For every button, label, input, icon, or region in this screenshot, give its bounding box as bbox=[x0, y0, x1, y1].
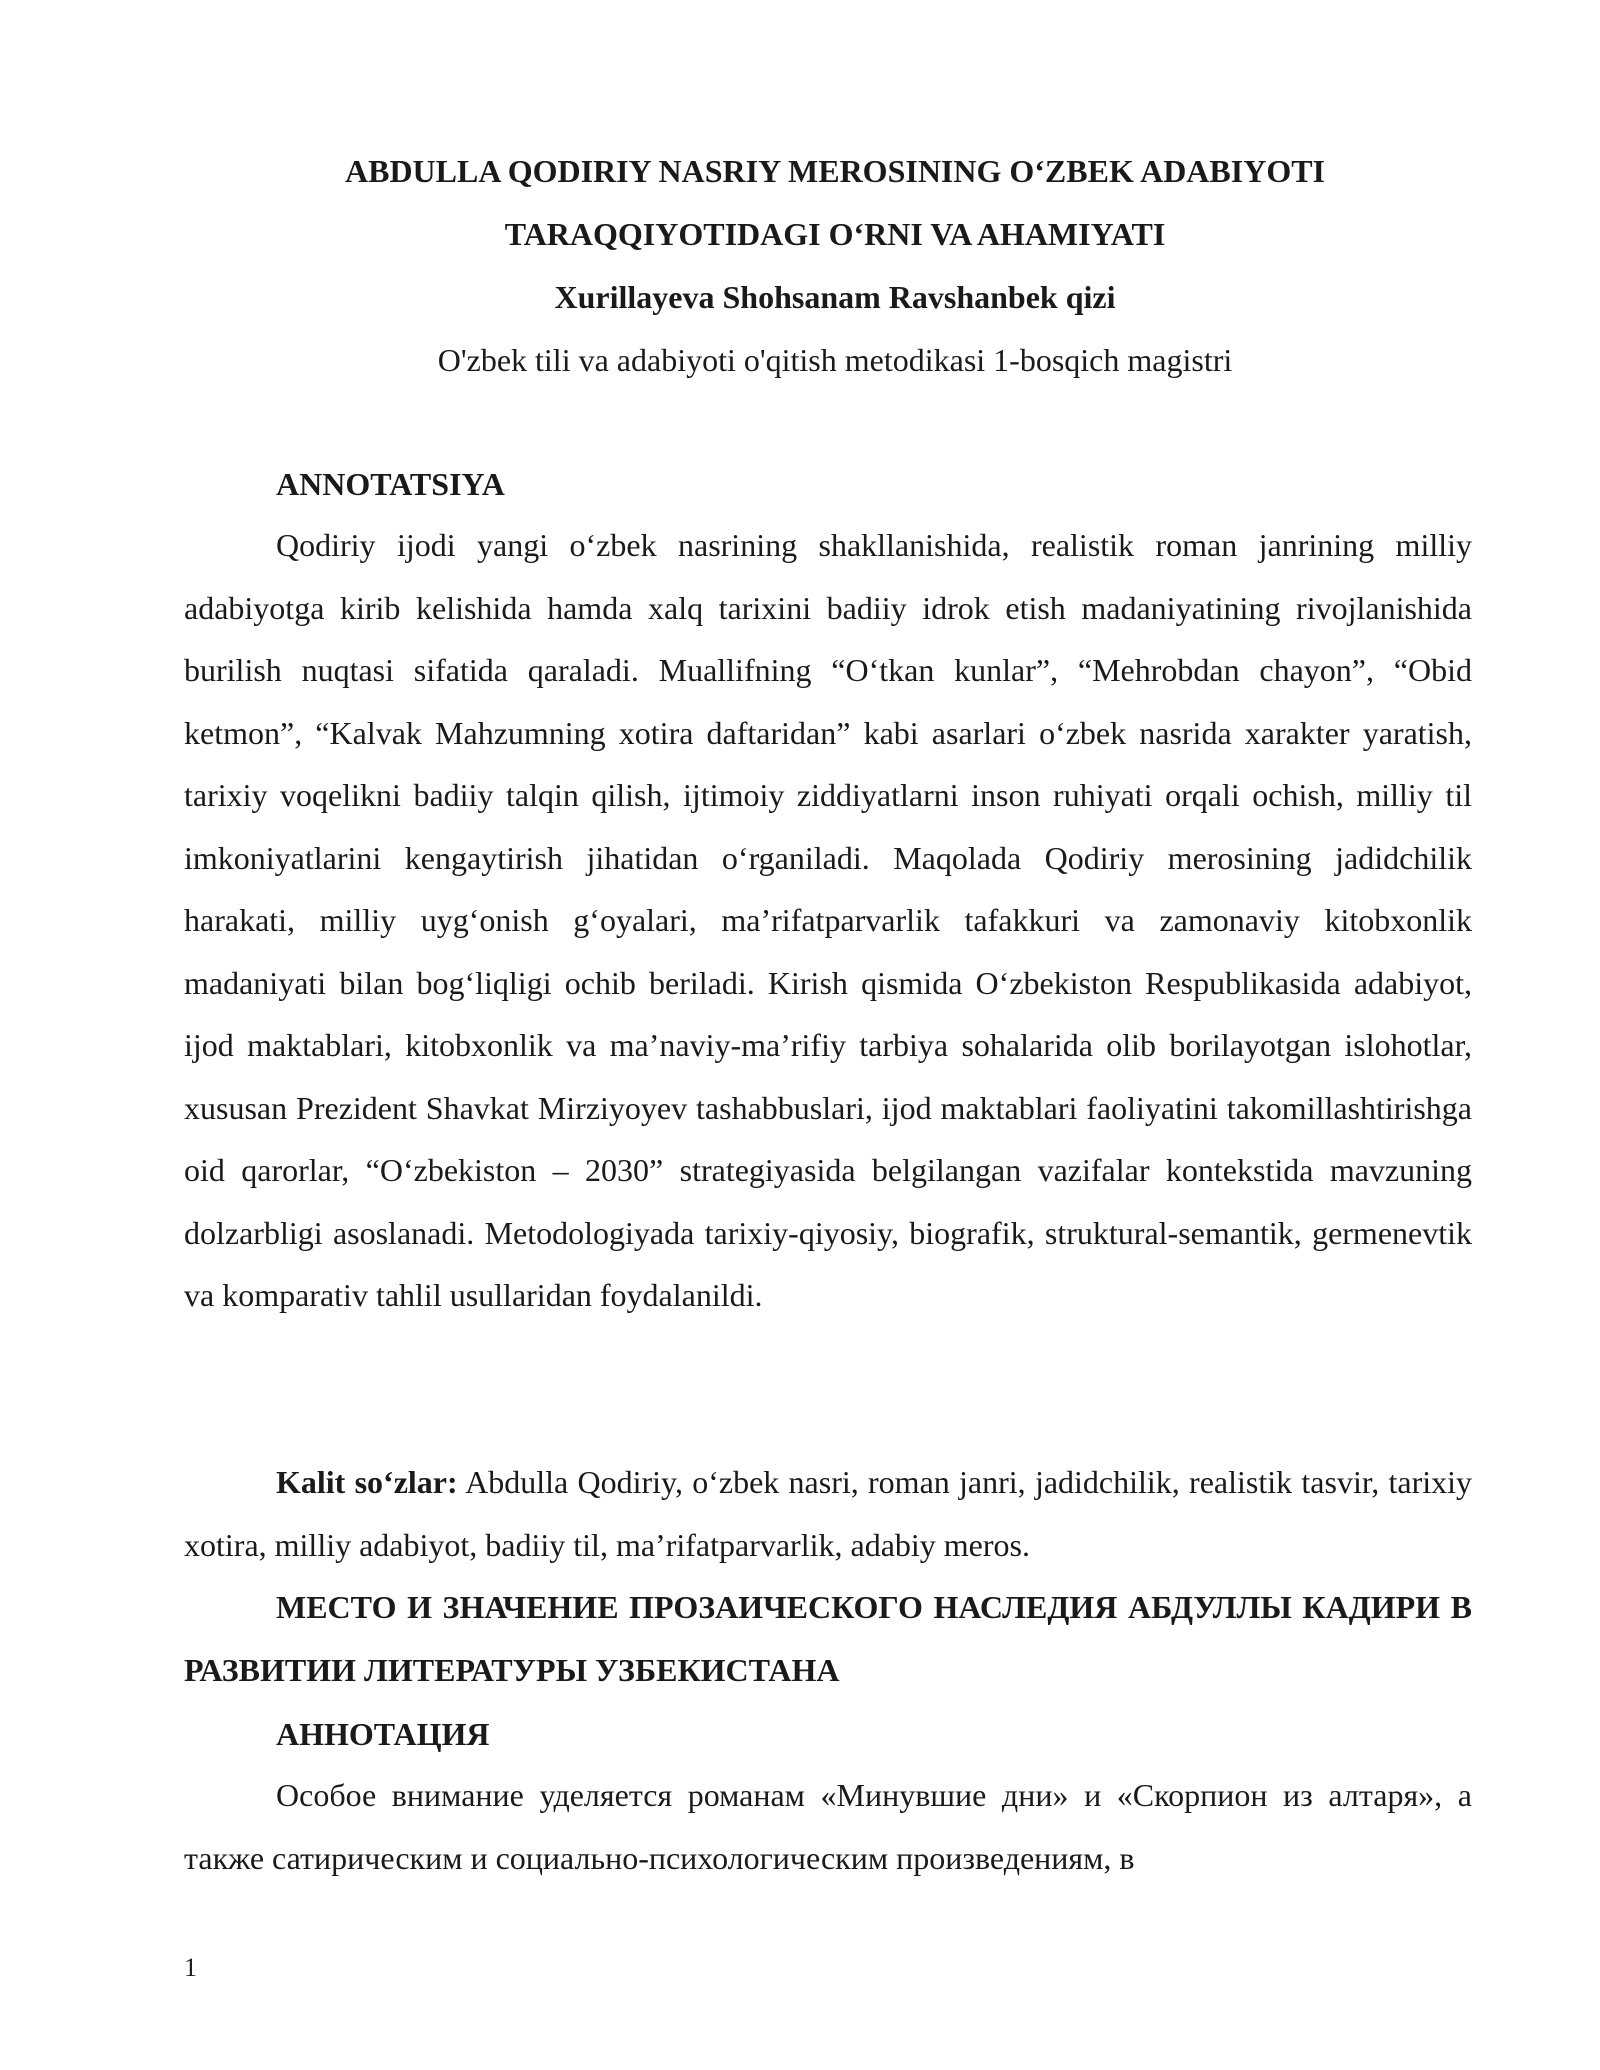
keywords-label: Kalit so‘zlar: bbox=[276, 1464, 458, 1500]
annotation-text-ru: Особое внимание уделяется романам «Минувшие дни» и «Скорпион из алтаря», а также сатирическим и социально-психологическим произведениям, в bbox=[184, 1777, 1472, 1876]
author-affiliation: O'zbek tili va adabiyoti o'qitish metodikasi 1-bosqich magistri bbox=[437, 342, 1233, 378]
annotation-heading-ru: АННОТАЦИЯ bbox=[276, 1716, 490, 1752]
annotation-text-uz: Qodiriy ijodi yangi o‘zbek nasrining shakllanishida, realistik roman janrining milliy adabiyotga kirib kelishida hamda xalq tarixini badiiy idrok etish madaniyatining rivojlanishida burilish nuqtasi sifatida qaraladi. Muallifning “O‘tkan kunlar”, “Mehrobdan chayon”, “Obid ketmon”, “Kalvak Mahzumning xotira daftaridan” kabi asarlari o‘zbek nasrida xarakter yaratish, tarixiy voqelikni badiiy talqin qilish, ijtimoiy ziddiyatlarni inson ruhiyati orqali ochish, milliy til imkoniyatlarini kengaytirish jihatidan o‘rganiladi. Maqolada Qodiriy merosining jadidchilik harakati, milliy uyg‘onish g‘oyalari, ma’rifatparvarlik tafakkuri va zamonaviy kitobxonlik madaniyati bilan bog‘liqligi ochib beriladi. Kirish qismida O‘zbekiston Respublikasida adabiyot, ijod maktablari, kitobxonlik va ma’naviy-ma’rifiy tarbiya sohalarida olib borilayotgan islohotlar, xususan Prezident Shavkat Mirziyoyev tashabbuslari, ijod maktablari faoliyatini takomillashtirishga oid qarorlar, “O‘zbekiston – 2030” strategiyasida belgilangan vazifalar kontekstida mavzuning dolzarbligi asoslanadi. Metodologiyada tarixiy-qiyosiy, biografik, struktural-semantik, germenevtik va komparativ tahlil usullaridan foydalanildi. bbox=[184, 527, 1472, 1313]
document-title-ru: МЕСТО И ЗНАЧЕНИЕ ПРОЗАИЧЕСКОГО НАСЛЕДИЯ АБДУЛЛЫ КАДИРИ В РАЗВИТИИ ЛИТЕРАТУРЫ УЗБЕКИСТАНА bbox=[184, 1589, 1472, 1688]
document-title-line-2: TARAQQIYOTIDAGI O‘RNI VA AHAMIYATI bbox=[504, 216, 1166, 252]
keywords-paragraph bbox=[184, 1451, 1472, 1576]
document-title-line-1: ABDULLA QODIRIY NASRIY MEROSINING O‘ZBEK ADABIYOTI bbox=[344, 153, 1325, 189]
author-name: Xurillayeva Shohsanam Ravshanbek qizi bbox=[554, 279, 1116, 315]
page-number: 1 bbox=[184, 1953, 197, 1982]
keywords-text: Abdulla Qodiriy, o‘zbek nasri, roman janri, jadidchilik, realistik tasvir, tarixiy xotira, milliy adabiyot, badiiy til, ma’rifatparvarlik, adabiy meros. bbox=[184, 1464, 1473, 1563]
annotation-heading-uz: ANNOTATSIYA bbox=[276, 466, 505, 502]
